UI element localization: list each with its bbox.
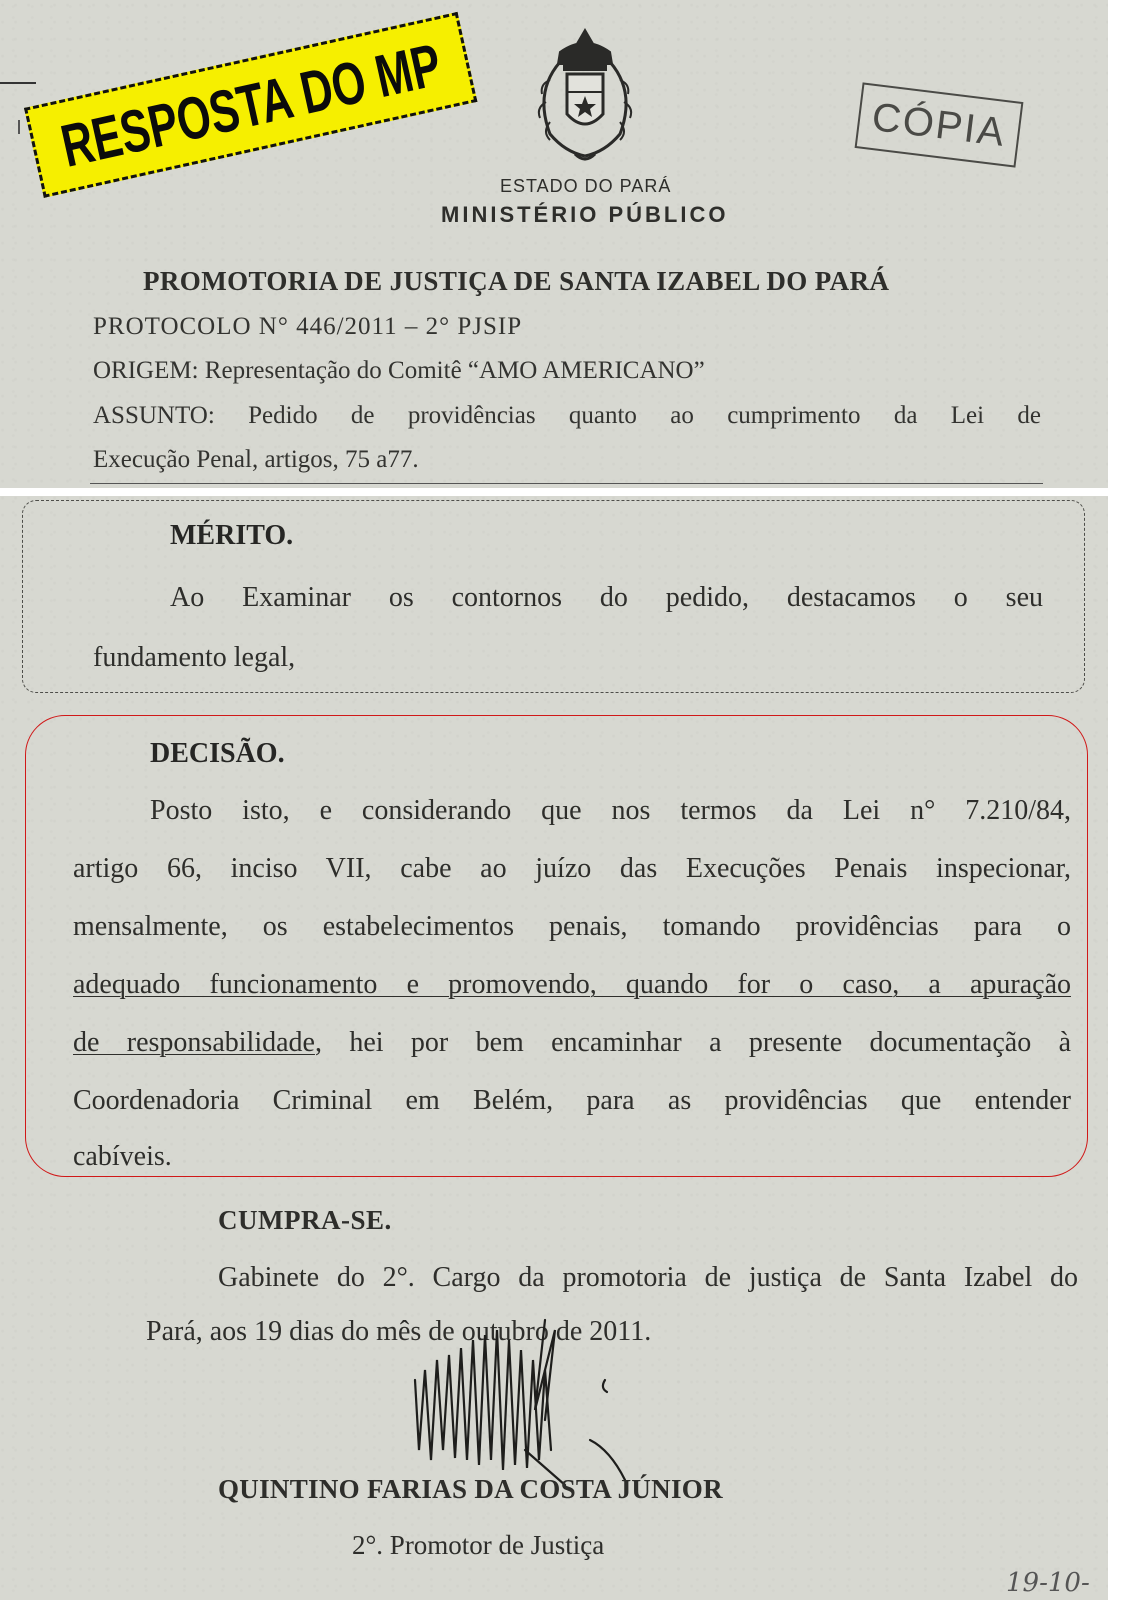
header-divider: [90, 483, 1043, 484]
decision-text-line: Posto isto, e considerando que nos termos da Lei n° 7.210/84,: [150, 795, 1071, 826]
margin-mark: [0, 82, 36, 84]
signer-role: 2°. Promotor de Justiça: [352, 1530, 605, 1560]
margin-mark: [18, 120, 20, 134]
coat-of-arms-icon: [520, 22, 650, 172]
merit-heading: MÉRITO.: [170, 520, 294, 551]
closing-directive: CUMPRA-SE.: [218, 1205, 392, 1235]
copy-stamp: [855, 82, 1024, 167]
response-banner: [24, 12, 477, 198]
underlined-phrase: de responsabilidade: [73, 1027, 315, 1058]
subject-line-2: Execução Penal, artigos, 75 a77.: [93, 446, 419, 473]
decision-heading: DECISÃO.: [150, 738, 285, 769]
decision-text-line: Coordenadoria Criminal em Belém, para as providências que entender: [73, 1085, 1071, 1116]
banner-label: RESPOSTA DO MP: [54, 30, 447, 180]
copy-stamp-label: CÓPIA: [869, 94, 1009, 155]
signer-name: QUINTINO FARIAS DA COSTA JÚNIOR: [218, 1474, 723, 1504]
merit-text-line: fundamento legal,: [93, 642, 296, 673]
subject-line-1: ASSUNTO: Pedido de providências quanto ao cumprimento da Lei de: [93, 402, 1041, 429]
office-date-line: Pará, aos 19 dias do mês de outubro de 2011.: [146, 1316, 652, 1347]
institution-label: MINISTÉRIO PÚBLICO: [441, 202, 729, 227]
office-date-line: Gabinete do 2°. Cargo da promotoria de justiça de Santa Izabel do: [218, 1262, 1078, 1293]
merit-text-line: Ao Examinar os contornos do pedido, destacamos o seu: [170, 582, 1043, 613]
handwritten-date: 19-10-: [1006, 1568, 1090, 1598]
decision-text-line-underlined: adequado funcionamento e promovendo, quando for o caso, a apuração: [73, 969, 1071, 1000]
decision-text-line: artigo 66, inciso VII, cabe ao juízo das Execuções Penais inspecionar,: [73, 853, 1071, 884]
state-label: ESTADO DO PARÁ: [500, 176, 672, 196]
handwritten-signature: [395, 1300, 635, 1490]
decision-text-line: mensalmente, os estabelecimentos penais, tomando providências para o: [73, 911, 1071, 942]
origin-line: ORIGEM: Representação do Comitê “AMO AMERICANO”: [93, 357, 705, 384]
section-separator: [0, 488, 1108, 496]
decision-text-fragment: , hei por bem encaminhar a presente documentação à: [314, 1027, 1071, 1058]
protocol-number: PROTOCOLO N° 446/2011 – 2° PJSIP: [93, 313, 523, 340]
office-title: PROMOTORIA DE JUSTIÇA DE SANTA IZABEL DO PARÁ: [143, 266, 890, 296]
decision-text-line: [73, 1027, 1071, 1059]
decision-text-line: cabíveis.: [73, 1141, 172, 1172]
